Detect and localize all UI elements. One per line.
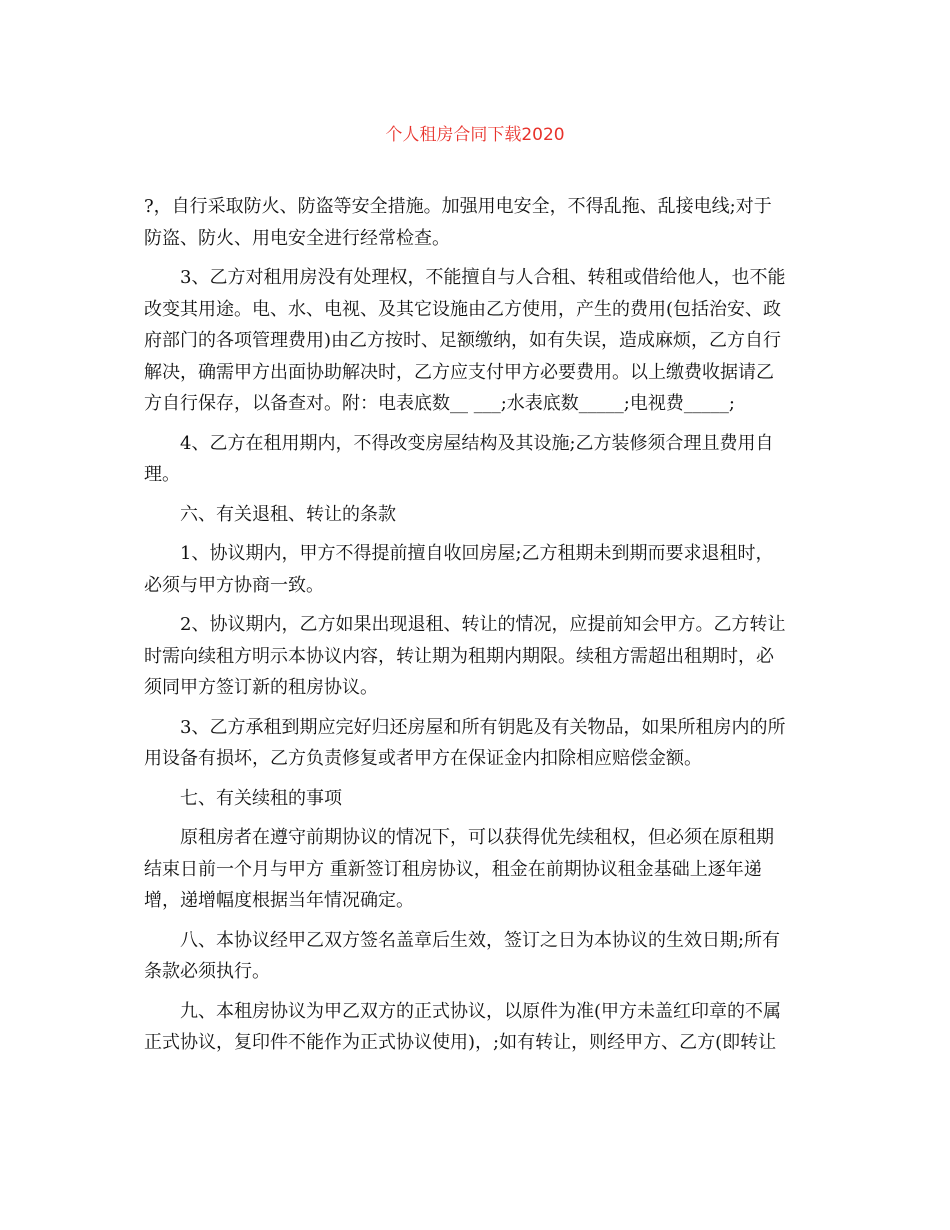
text-line: 方自行保存，以备查对。附：电表底数__ ___;水表底数_____;电视费_____;: [144, 393, 735, 414]
text-line: 六、有关退租、转让的条款: [180, 503, 396, 525]
paragraph: [144, 925, 810, 988]
paragraph: [144, 428, 810, 491]
text-line: 时需向续租方明示本协议内容，转让期为租期内期限。续租方需超出租期时，必: [144, 645, 774, 667]
paragraph: [144, 712, 810, 775]
text-line: 理。: [144, 464, 180, 485]
document-title: 个人租房合同下载2020: [385, 125, 565, 145]
text-line: 七、有关续租的事项: [180, 787, 342, 809]
paragraph: [144, 499, 810, 531]
text-line: 条款必须执行。: [144, 961, 270, 982]
text-line: 防盗、防火、用电安全进行经常检查。: [144, 227, 450, 249]
paragraph: [144, 191, 810, 254]
text-line: 4、乙方在租用期内，不得改变房屋结构及其设施;乙方装修须合理且费用自: [180, 432, 774, 454]
paragraph: [144, 783, 810, 815]
text-line: 必须与甲方协商一致。: [144, 574, 324, 596]
text-line: 3、乙方对租用房没有处理权，不能擅自与人合租、转租或借给他人，也不能: [180, 267, 786, 288]
text-line: ?，自行采取防火、防盗等安全措施。加强用电安全，不得乱拖、乱接电线;对于: [144, 196, 772, 217]
text-line: 九、本租房协议为甲乙双方的正式协议，以原件为准(甲方未盖红印章的不属: [180, 1000, 782, 1022]
paragraph: [144, 609, 810, 704]
text-line: 解决，确需甲方出面协助解决时，乙方应支付甲方必要费用。以上缴费收据请乙: [144, 361, 774, 383]
text-line: 增，递增幅度根据当年情况确定。: [144, 890, 414, 911]
text-line: 3、乙方承租到期应完好归还房屋和所有钥匙及有关物品，如果所租房内的所: [180, 716, 786, 738]
text-line: 1、协议期内，甲方不得提前擅自收回房屋;乙方租期未到期而要求退租时，: [180, 543, 774, 564]
text-line: 原租房者在遵守前期协议的情况下，可以获得优先续租权，但必须在原租期: [180, 827, 774, 848]
paragraph: [144, 996, 810, 1059]
paragraph: [144, 538, 810, 601]
text-line: 府部门的各项管理费用)由乙方按时、足额缴纳，如有失误，造成麻烦，乙方自行: [144, 330, 782, 351]
text-line: 须同甲方签订新的租房协议。: [144, 677, 378, 698]
paragraph: [144, 822, 810, 917]
text-line: 八、本协议经甲乙双方签名盖章后生效，签订之日为本协议的生效日期;所有: [180, 929, 781, 951]
text-line: 正式协议，复印件不能作为正式协议使用)，;如有转让，则经甲方、乙方(即转让: [144, 1032, 777, 1053]
paragraph: [144, 262, 810, 420]
document-body: [144, 191, 810, 1067]
text-line: 2、协议期内，乙方如果出现退租、转让的情况，应提前知会甲方。乙方转让: [180, 614, 786, 635]
text-line: 用设备有损坏，乙方负责修复或者甲方在保证金内扣除相应赔偿金额。: [144, 748, 702, 769]
text-line: 结束日前一个月与甲方 重新签订租房协议，租金在前期协议租金基础上逐年递: [144, 858, 762, 880]
text-line: 改变其用途。电、水、电视、及其它设施由乙方使用，产生的费用(包括治安、政: [144, 298, 782, 320]
